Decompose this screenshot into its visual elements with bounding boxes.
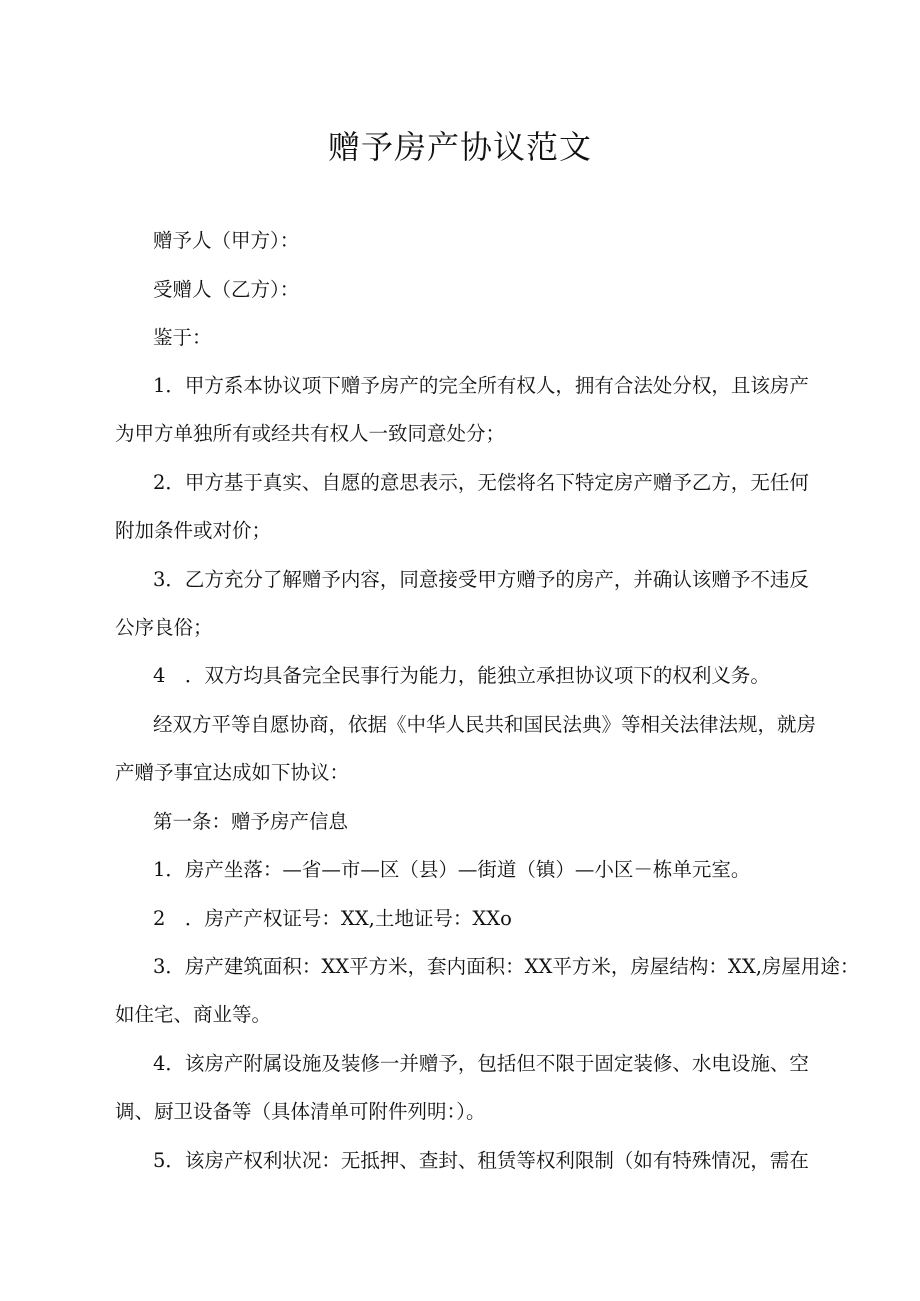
donor-line: 赠予人（甲方）： <box>153 229 300 252</box>
article-1-item-3-line-1: 3．房产建筑面积：XX平方米，套内面积：XX平方米，房屋结构：XX,房屋用途： <box>153 955 860 978</box>
recital-2-line-2: 附加条件或对价； <box>115 519 272 542</box>
recital-1-line-2: 为甲方单独所有或经共有权人一致同意处分； <box>115 422 506 445</box>
article-1-item-3-line-2: 如住宅、商业等。 <box>115 1003 272 1026</box>
article-1-item-4-line-1: 4．该房产附属设施及装修一并赠予，包括但不限于固定装修、水电设施、空 <box>153 1052 809 1075</box>
agreement-intro-line-1: 经双方平等自愿协商，依据《中华人民共和国民法典》等相关法律法规，就房 <box>153 713 817 736</box>
recital-2-line-1: 2．甲方基于真实、自愿的意思表示，无偿将名下特定房产赠予乙方，无任何 <box>153 471 809 494</box>
agreement-intro-line-2: 产赠予事宜达成如下协议： <box>115 761 350 784</box>
article-1-item-1: 1．房产坐落：—省—市—区（县）—街道（镇）—小区－栋单元室。 <box>153 858 751 881</box>
recital-3-line-1: 3．乙方充分了解赠予内容，同意接受甲方赠予的房产，并确认该赠予不违反 <box>153 568 809 591</box>
whereas-line: 鉴于： <box>153 326 212 349</box>
article-1-item-2: 2 ．房产产权证号：XX,土地证号：XXo <box>153 907 512 930</box>
article-1-heading: 第一条：赠予房产信息 <box>153 810 349 833</box>
document-title: 赠予房产协议范文 <box>327 128 592 166</box>
donee-line: 受赠人（乙方）： <box>153 278 300 301</box>
recital-3-line-2: 公序良俗； <box>115 616 213 639</box>
article-1-item-4-line-2: 调、厨卫设备等（具体清单可附件列明：）。 <box>115 1100 486 1123</box>
recital-1-line-1: 1．甲方系本协议项下赠予房产的完全所有权人，拥有合法处分权，且该房产 <box>153 374 809 397</box>
recital-4-line: 4 ．双方均具备完全民事行为能力，能独立承担协议项下的权利义务。 <box>153 664 770 687</box>
article-1-item-5-line-1: 5．该房产权利状况：无抵押、查封、租赁等权利限制（如有特殊情况，需在 <box>153 1149 809 1172</box>
